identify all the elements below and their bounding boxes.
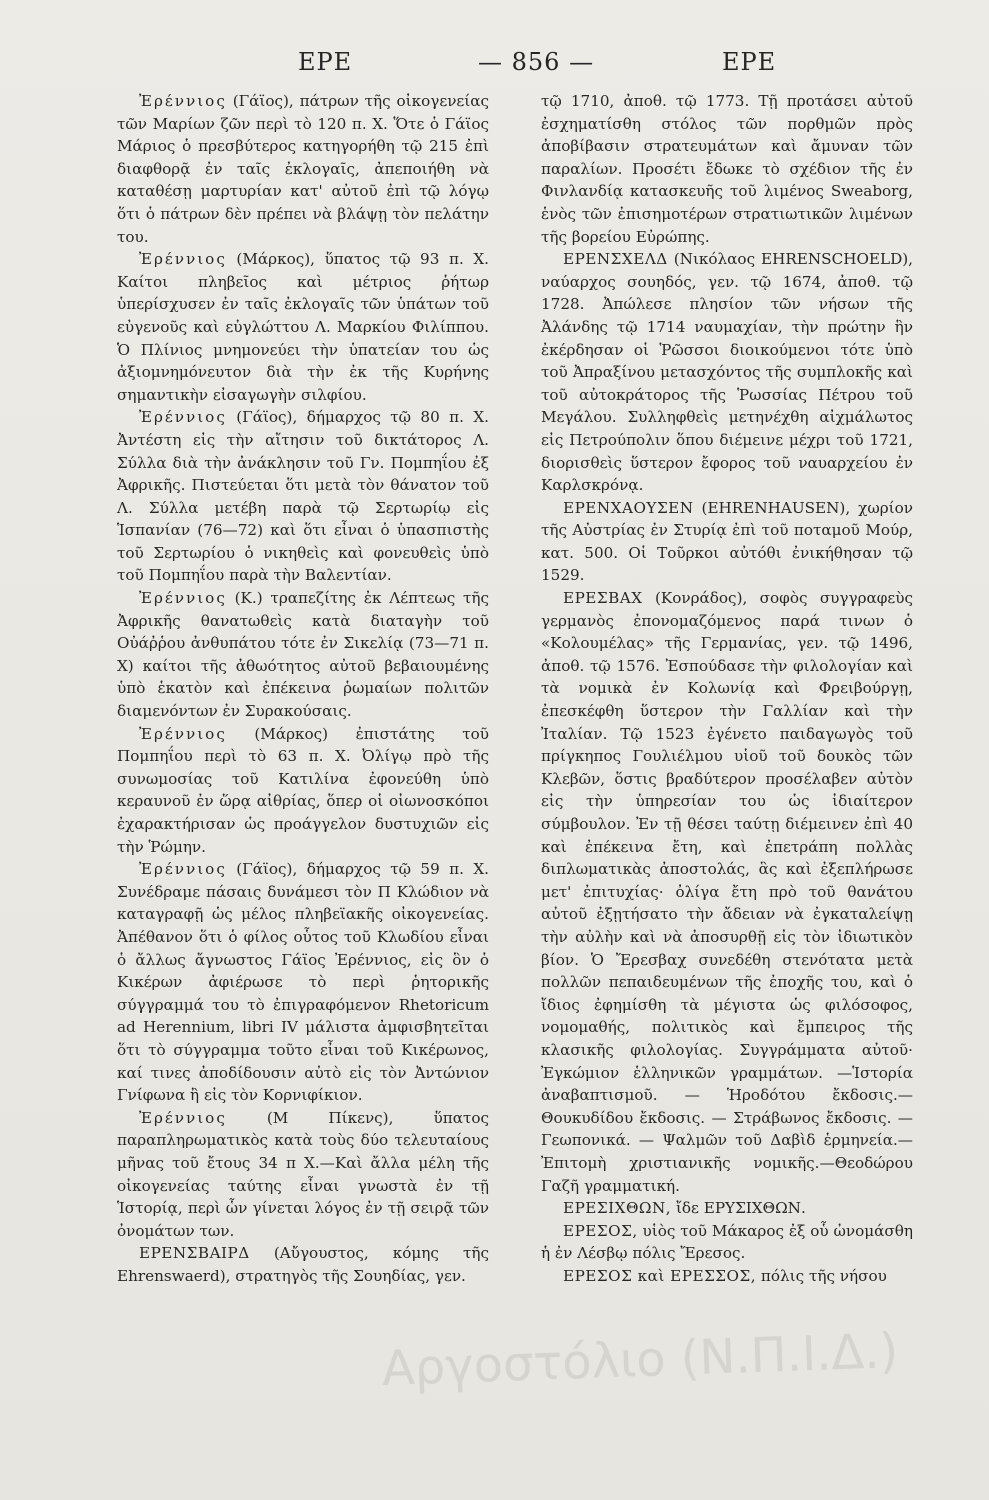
entry	[117, 406, 489, 587]
entry-headword: Ἐρέννιος	[139, 1108, 227, 1127]
library-watermark: Αργοστόλιο (Ν.Π.Ι.Δ.)	[380, 1323, 900, 1397]
header-left-guideword: ΕΡΕ	[298, 48, 353, 76]
entry	[541, 587, 913, 1197]
entry-text: (Νικόλαος EHRENSCHOELD), ναύαρχος σουηδός, γεν. τῷ 1674, ἀποθ. τῷ 1728. Ἀπώλεσε πλησίον τῶν νήσων τῆς Ἀλάνδης τῷ 1714 ναυμαχίαν, τὴν πρώτην ἣν ἐκέρδησαν οἱ Ῥῶσσοι διοικούμενοι τότε ὑπὸ τοῦ Ἀπραξίνου μετασχόντος τῆς συμπλοκῆς καὶ τοῦ αὐτοκράτορος τῆς Ῥωσσίας Πέτρου τοῦ Μεγάλου. Συλληφθεὶς μετηνέχθη αἰχμάλωτος εἰς Πετρούπολιν ὅπου διέμεινε μέχρι τοῦ 1721, διορισθεὶς ὕστερον ἔφορος τοῦ ναυαρχείου ἐν Καρλσκρόνᾳ.	[541, 250, 913, 495]
entry	[117, 1242, 489, 1287]
page-number: — 856 —	[478, 48, 595, 76]
entry-text: (Κονράδος), σοφὸς συγγραφεὺς γερμανὸς ἐπονομαζόμενος παρά τινων ὁ «Κολουμέλας» τῆς Γερμανίας, γεν. τῷ 1496, ἀποθ. τῷ 1576. Ἐσπούδασε τὴν φιλολογίαν καὶ τὰ νομικὰ ἐν Κολωνίᾳ καὶ Φρειβούργῃ, ἐπεσκέφθη ὕστερον τὴν Γαλλίαν καὶ τὴν Ἰταλίαν. Τῷ 1523 ἐγένετο παιδαγωγὸς τοῦ πρίγκηπος Γουλιέλμου υἱοῦ τοῦ δουκὸς τῶν Κλεβῶν, ὅστις βραδύτερον προσέλαβεν αὐτὸν εἰς τὴν ὑπηρεσίαν του ὡς ἰδιαίτερον σύμβουλον. Ἐν τῇ θέσει ταύτῃ διέμεινεν ἐπὶ 40 καὶ ἐπέκεινα ἔτη, καὶ ἐπετράπη πολλὰς διπλωματικὰς ἀποστολάς, ἃς καὶ ἐξεπλήρωσε μετ' ἐπιτυχίας· ὀλίγα ἔτη πρὸ τοῦ θανάτου αὐτοῦ ἐξῃτήσατο τὴν ἄδειαν νὰ ἐγκαταλείψῃ τὴν αὐλὴν καὶ νὰ ἀποσυρθῇ εἰς τὸν ἰδιωτικὸν βίον. Ὁ Ἔρεσβαχ συνεδέθη στενότατα μετὰ πολλῶν πεπαιδευμένων τῆς ἐποχῆς του, καὶ ὁ ἴδιος ἐφημίσθη τὰ μέγιστα ὡς φιλόσοφος, νομομαθής, πολιτικὸς καὶ ἔμπειρος τῆς κλασικῆς φιλολογίας. Συγγράμματα αὐτοῦ· Ἐγκώμιον ἑλληνικῶν γραμμάτων. —Ἱστορία ἀναβαπτισμοῦ. — Ἡροδότου ἔκδοσις.— Θουκυδίδου ἔκδοσις. — Στράβωνος ἔκδοσις. —Γεωπονικά. — Ψαλμῶν τοῦ Δαβὶδ ἑρμηνεία.—Ἐπιτομὴ χριστιανικῆς νομικῆς.—Θεοδώρου Γαζῆ γραμματική.	[541, 589, 913, 1195]
entry-text: (Γάϊος), πάτρων τῆς οἰκογενείας τῶν Μαρίων ζῶν περὶ τὸ 120 π. Χ. Ὅτε ὁ Γάϊος Μάριος ὁ πρεσβύτερος κατηγορήθη τῷ 215 ἐπὶ διαφθορᾷ ἐν ταῖς ἐκλογαῖς, ἀπεποιήθη νὰ καταθέσῃ μαρτυρίαν κατ' αὐτοῦ ἐπὶ τῷ λόγῳ ὅτι ὁ πάτρων δὲν πρέπει νὰ βλάψῃ τὸν πελάτην του.	[117, 92, 490, 246]
entry-headword: ΕΡΕΣΟΣ,	[563, 1221, 638, 1240]
entry	[117, 587, 489, 723]
entry-continuation	[541, 90, 913, 248]
header-right-guideword: ΕΡΕ	[722, 48, 777, 76]
entry-headword: Ἐρέννιος	[139, 408, 227, 427]
entry-text: πόλις τῆς νήσου	[760, 1266, 887, 1285]
right-column	[541, 90, 913, 1287]
entry-headword: ΕΡΕΝΧΑΟΥΣΕΝ	[563, 498, 694, 517]
entry	[541, 1220, 913, 1265]
entry	[117, 1107, 489, 1243]
entry	[541, 248, 913, 497]
entry-text: (Γάϊος), δήμαρχος τῷ 59 π. Χ. Συνέδραμε πάσαις δυνάμεσι τὸν Π Κλώδιον νὰ καταγραφῇ ὡς μέλος πληβεϊακῆς οἰκογενείας. Ἀπέθανον ὅτι ὁ φίλος οὗτος τοῦ Κλωδίου εἶναι ὁ ἄλλως ἄγνωστος Γάϊος Ἐρέννιος, εἰς ὃν ὁ Κικέρων ἀφιέρωσε τὸ περὶ ῥητορικῆς σύγγραμμά του τὸ ἐπιγραφόμενον Rhetoricum ad Herennium, libri IV μάλιστα ἀμφισβητεῖται ὅτι τὸ σύγγραμμα τοῦτο εἶναι τοῦ Κικέρωνος, καί τινες ἀποδίδουσιν αὐτὸ εἰς τὸν Ἀντώνιον Γνίφωνα ἢ εἰς τὸν Κορνιφίκιον.	[117, 860, 489, 1105]
entry-text: τῷ 1710, ἀποθ. τῷ 1773. Τῇ προτάσει αὐτοῦ ἐσχηματίσθη στόλος τῶν πορθμῶν πρὸς ἀποβίβασιν στρατευμάτων καὶ ἄμυναν τῶν παραλίων. Προσέτι ἔδωκε τὸ σχέδιον τῆς ἐν Φινλανδίᾳ κατασκευῆς τοῦ λιμένος Sweaborg, ἑνὸς τῶν ἐπισημοτέρων στρατιωτικῶν λιμένων τῆς βορείου Εὐρώπης.	[541, 92, 913, 246]
entry-headword: Ἐρέννιος	[139, 724, 227, 743]
entry-text: (Μάρκος) ἐπιστάτης τοῦ Πομπηΐου περὶ τὸ 63 π. Χ. Ὀλίγῳ πρὸ τῆς συνωμοσίας τοῦ Κατιλίνα ἐφονεύθη ὑπὸ κεραυνοῦ ἐν ὥρᾳ αἰθρίας, ὅπερ οἱ οἰωνοσκόποι ἐχαρακτήρισαν ὡς προάγγελον δυστυχιῶν εἰς τὴν Ῥώμην.	[117, 724, 489, 856]
entry-text: (Μάρκος), ὕπατος τῷ 93 π. Χ. Καίτοι πληβεῖος καὶ μέτριος ῥήτωρ ὑπερίσχυσεν ἐν ταῖς ἐκλογαῖς τῶν ὑπάτων τοῦ εὐγενοῦς καὶ εὐγλώττου Λ. Μαρκίου Φιλίππου. Ὁ Πλίνιος μνημονεύει τὴν ὑπατείαν του ὡς ἀξιομνημόνευτον διὰ τὴν ἐκ τῆς Κυρήνης σημαντικὴν εἰσαγωγὴν σιλφίου.	[117, 250, 490, 404]
entry-headword: ΕΡΕΣΟΣ καὶ ΕΡΕΣΣΟΣ,	[563, 1266, 757, 1285]
entry-text: (Γάϊος), δήμαρχος τῷ 80 π. Χ. Ἀντέστη εἰς τὴν αἴτησιν τοῦ δικτάτορος Λ. Σύλλα διὰ τὴν ἀνάκλησιν τοῦ Γν. Πομπηΐου ἐξ Ἀφρικῆς. Πιστεύεται ὅτι μετὰ τὸν θάνατον τοῦ Λ. Σύλλα μετέβη παρὰ τῷ Σερτωρίῳ εἰς Ἱσπανίαν (76—72) καὶ ὅτι εἶναι ὁ ὑπασπιστὴς τοῦ Σερτωρίου ὁ νικηθεὶς καὶ φονευθεὶς ὑπὸ τοῦ Πομπηΐου παρὰ τὴν Βαλεντίαν.	[117, 408, 489, 585]
entry	[117, 723, 489, 859]
entry-headword: Ἐρέννιος	[139, 860, 227, 879]
entry	[117, 90, 489, 248]
entry-headword: ΕΡΕΣΒΑΧ	[563, 589, 643, 608]
entry-headword: ΕΡΕΝΣΒΑΙΡΔ	[139, 1244, 250, 1263]
entry-text: (Μ Πίκενς), ὕπατος παραπληρωματικὸς κατὰ τοὺς δύο τελευταίους μῆνας τοῦ ἔτους 34 π Χ.—Καὶ ἄλλα μέλη τῆς οἰκογενείας ταύτης εἶναι γνωστὰ ἐν τῇ Ἱστορίᾳ, περὶ ὧν γίνεται λόγος ἐν τῇ σειρᾷ τῶν ὀνομάτων των.	[117, 1108, 489, 1240]
entry	[117, 248, 489, 406]
entry-headword: ΕΡΕΝΣΧΕΛΔ	[563, 250, 668, 269]
left-column	[117, 90, 489, 1287]
entry-text: (Αὔγουστος, κόμης τῆς Ehrenswaerd), στρατηγὸς τῆς Σουηδίας, γεν.	[117, 1244, 489, 1285]
entry	[541, 497, 913, 587]
entry-text: ἴδε ΕΡΥΣΙΧΘΩΝ.	[675, 1199, 806, 1218]
entry	[541, 1265, 913, 1288]
entry-headword: Ἐρέννιος	[139, 250, 227, 269]
entry-text: (Κ.) τραπεζίτης ἐκ Λέπτεως τῆς Ἀφρικῆς θανατωθεὶς κατὰ διαταγὴν τοῦ Οὐάῤῥου ἀνθυπάτου τότε ἐν Σικελίᾳ (73—71 π. Χ) καίτοι τῆς ἀθωότητος αὐτοῦ βεβαιουμένης ὑπὸ ἑκατὸν καὶ ἐπέκεινα ῥωμαίων πολιτῶν διαμενόντων ἐν Συρακούσαις.	[117, 589, 490, 721]
entry-headword: Ἐρέννιος	[139, 589, 227, 608]
entry-text: υἱὸς τοῦ Μάκαρος ἐξ οὗ ὠνομάσθη ἡ ἐν Λέσβῳ πόλις Ἔρεσος.	[541, 1221, 914, 1263]
entry	[541, 1197, 913, 1220]
entry-text: (EHRENHAUSEN), χωρίον τῆς Αὐστρίας ἐν Στυρίᾳ ἐπὶ τοῦ ποταμοῦ Μούρ, κατ. 500. Οἱ Τοῦρκοι αὐτόθι ἐνικήθησαν τῷ 1529.	[541, 498, 913, 585]
entry-headword: ΕΡΕΣΙΧΘΩΝ,	[563, 1199, 672, 1218]
entry	[117, 858, 489, 1107]
page-header	[0, 48, 989, 88]
entry-headword: Ἐρέννιος	[139, 92, 227, 110]
